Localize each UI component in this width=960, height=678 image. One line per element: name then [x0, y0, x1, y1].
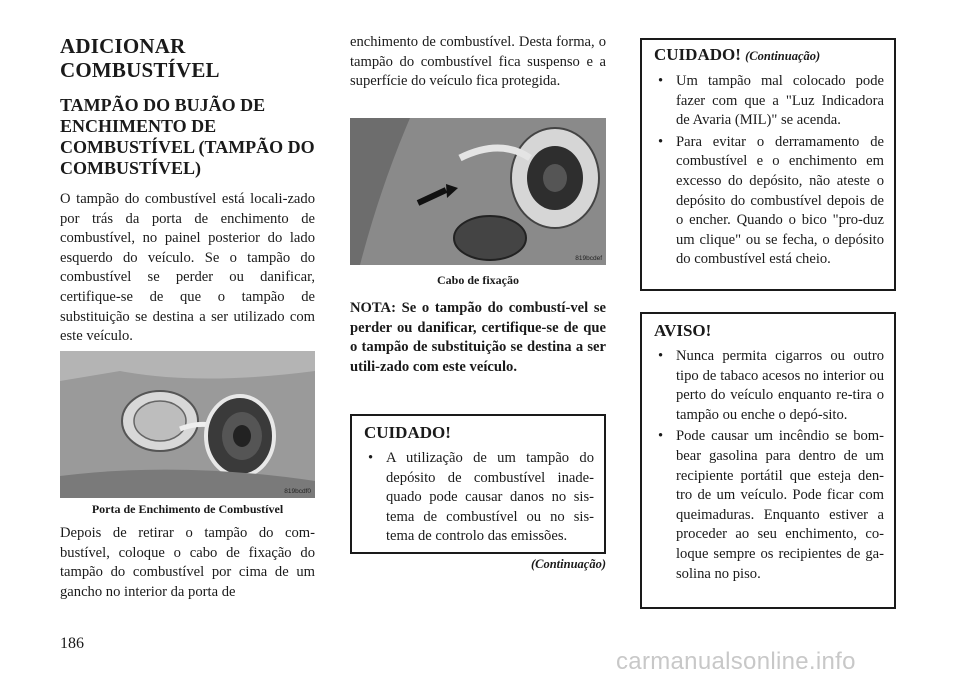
- caution-bullet: • Um tampão mal colocado pode fazer com que a "Luz Indicadora de Avaria (MIL)" se acenda.: [658, 73, 884, 129]
- fuel-door-illustration: [60, 351, 315, 498]
- bullet-icon: •: [658, 348, 664, 364]
- bullet-icon: •: [658, 133, 664, 150]
- continued-label: (Continuação): [745, 49, 821, 63]
- continued-label: (Continuação): [530, 557, 606, 571]
- body-paragraph: Depois de retirar o tampão do com-bustível, coloque o cabo de fixação do tampão do combustível por cima de um gancho no interior da porta de: [60, 525, 315, 600]
- figure-code: 819bcdf0: [284, 488, 311, 495]
- subsection-title: TAMPÃO DO BUJÃO DE ENCHIMENTO DE COMBUSTÍVEL (TAMPÃO DO COMBUSTÍVEL): [60, 95, 315, 178]
- warning-bullet: • Pode causar um incêndio se bom-bear gasolina para dentro de um recipiente portátil que esteja den-tro de um veículo. Pode ficar com queimaduras. Enquanto estiver a proceder ao seu enchimento, co-loque sempre os recipientes de ga-solina no piso.: [658, 428, 884, 582]
- warning-box: [640, 312, 896, 609]
- bullet-icon: •: [368, 450, 374, 466]
- fuel-door-figure: [60, 351, 315, 498]
- watermark: carmanualsonline.info: [616, 648, 856, 675]
- caution-title: CUIDADO!: [364, 423, 451, 442]
- tether-illustration: [350, 118, 606, 265]
- section-title: ADICIONAR COMBUSTÍVEL: [60, 34, 220, 82]
- figure-caption: Porta de Enchimento de Combustível: [91, 502, 284, 516]
- page-number: 186: [60, 635, 84, 652]
- bullet-icon: •: [658, 428, 664, 445]
- figure-caption: Cabo de fixação: [437, 273, 519, 287]
- warning-title: AVISO!: [654, 321, 712, 340]
- figure-code: 819bcdef: [575, 255, 602, 262]
- tether-figure: [350, 118, 606, 265]
- caution-bullet: • Para evitar o derramamento de combustível e o enchimento em excesso do depósito, não ateste o depósito do combustível depois de o encher. Quando o bico "pro-duz um clique" ou se fecha, o depósito do combustível está cheio.: [658, 133, 884, 268]
- caution-title: CUIDADO! (Continuação): [654, 45, 821, 64]
- caution-box: [350, 414, 606, 554]
- intro-paragraph: O tampão do combustível está locali-zado por trás da porta de enchimento de combustível, no painel posterior do lado esquerdo do veículo. Se o tampão do combustível se perder ou danificar, certifique-se de que o tampão de substituição se destina a ser utilizado com este veículo.: [60, 191, 315, 345]
- caution-bullet: • A utilização de um tampão do depósito de combustível inade-quado pode causar danos no sis-tema de combustível ou no sis-tema de controlo das emissões.: [368, 450, 594, 545]
- note-text: NOTA: Se o tampão do combustí-vel se perder ou danificar, certifique-se de que o tampão de substituição se destina a ser utili-zado com este veículo.: [350, 300, 606, 375]
- caution-box-continued: [640, 38, 896, 291]
- body-paragraph-continued: enchimento de combustível. Desta forma, o tampão do combustível fica suspenso e a superfície do veículo fica protegida.: [350, 34, 606, 90]
- warning-bullet: • Nunca permita cigarros ou outro tipo de tabaco acesos no interior ou perto do veículo enquanto re-tira o tampão ou enche o depó-sito.: [658, 348, 884, 423]
- bullet-icon: •: [658, 73, 664, 89]
